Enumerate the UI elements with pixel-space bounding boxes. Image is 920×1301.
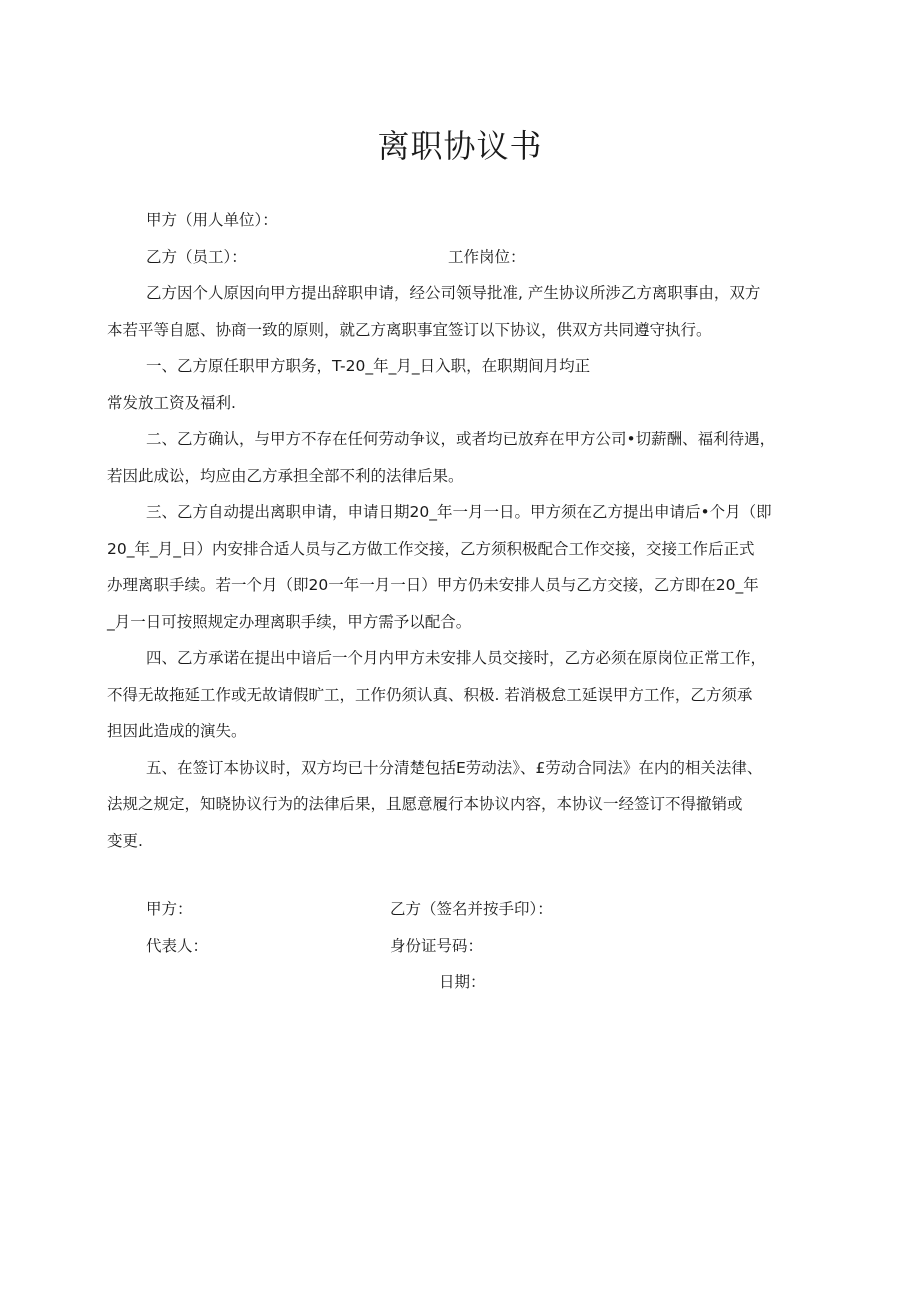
party-a-label: 甲方（用人单位）： [146,211,278,229]
clause-1-line-2: 常发放工资及福利. [107,393,236,412]
clause-1-line-1: 一、乙方原任职甲方职务，T-20_年_月_日入职，在职期间月均正 [146,357,591,375]
clause-5-line-2: 法规之规定，知晓协议行为的法律后果，且愿意履行本协议内容，本协议一经签订不得撤销或 [107,795,743,813]
clause-3-line-2: 20_年_月_日）内安排合适人员与乙方做工作交接，乙方须积极配合工作交接，交接工作后正式 [107,539,755,558]
sig-representative: 代表人： [146,936,209,955]
clause-2-line-1: 二、乙方确认，与甲方不存在任何劳动争议，或者均已放弃在甲方公司•切薪酬、福利待遇， [146,430,776,448]
clause-3-line-1: 三、乙方自动提出离职申请，申请日期20_年一月一日。甲方须在乙方提出申请后•个月（即 [146,503,772,521]
document-body [107,202,817,859]
clause-2-line-2: 若因此成讼，均应由乙方承担全部不利的法律后果。 [107,466,464,485]
party-b-row [107,239,817,276]
clause-4-line-1: 四、乙方承诺在提出中谙后一个月内甲方未安排人员交接时，乙方必须在原岗位正常工作， [146,649,767,667]
clause-5-line-1: 五、在签订本协议时，双方均已十分清楚包括E劳动法》、£劳动合同法》在内的相关法律、 [146,758,763,777]
intro-line-2: 本若平等自愿、协商一致的原则，就乙方离职事宜签订以下协议，供双方共同遵守执行。 [107,320,712,339]
document-title: 离职协议书 [377,127,543,165]
clause-3-line-4: _月一日可按照规定办理离职手续，甲方需予以配合。 [107,612,472,631]
position-label: 工作岗位： [448,247,526,266]
clause-4-line-2: 不得无故拖延工作或无故请假旷工，工作仍须认真、积极. 若消极怠工延误甲方工作，乙方须承 [107,685,753,704]
sig-party-b: 乙方（签名并按手印）： [390,900,553,918]
party-b-label: 乙方（员工）： [146,247,247,266]
signature-block [107,891,817,1001]
sig-date: 日期： [439,973,486,991]
intro-line-1: 乙方因个人原因向甲方提出辞职申请，经公司领导批准, 产生协议所涉乙方离职事由，双方 [146,284,761,302]
clause-5-line-3: 变更. [107,831,143,850]
signature-row-1 [107,891,817,928]
signature-row-2 [107,928,817,965]
clause-4-line-3: 担因此造成的演失。 [107,722,247,740]
sig-party-a: 甲方： [146,900,193,918]
sig-id-number: 身份证号码： [390,936,484,955]
clause-3-line-3: 办理离职手续。若一个月（即20一年一月一日）甲方仍未安排人员与乙方交接，乙方即在20_年 [107,576,759,594]
